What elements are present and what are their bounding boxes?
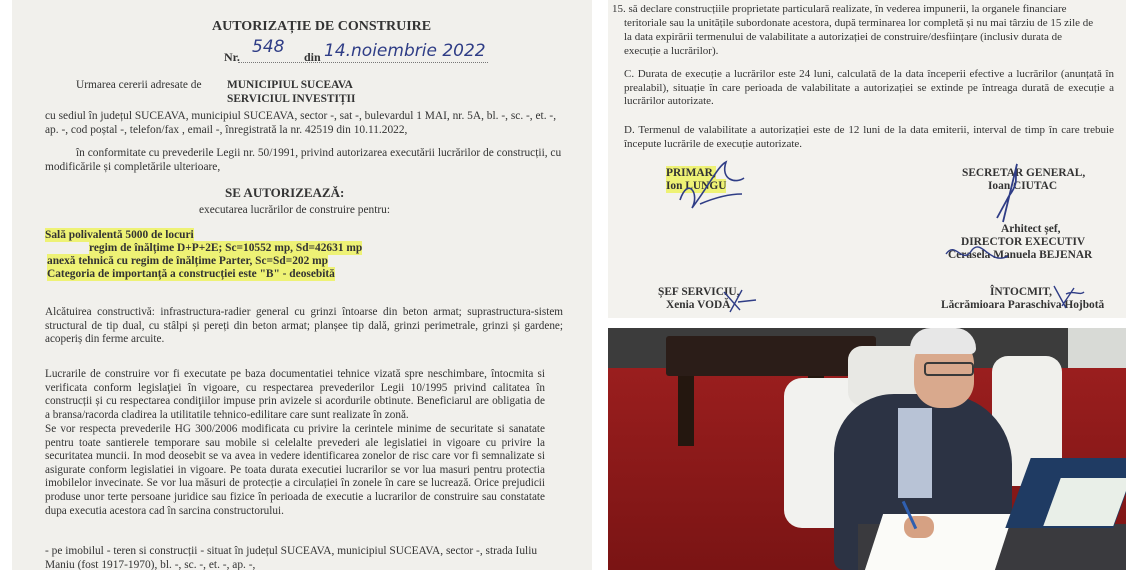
permit-page-right [608, 0, 1126, 318]
architect-title: Arhitect șef, [1001, 223, 1061, 235]
photo-man-shirt [898, 408, 932, 498]
address-line-2: ap. -, cod poștal -, telefon/fax , email -, înregistrată la nr. 42519 din 10.11.2022, [45, 124, 408, 136]
mayor-name: Ion LUNGU [666, 180, 727, 192]
service-chief-title: ȘEF SERVICIU, [658, 286, 740, 298]
number-date-dotline [238, 62, 488, 63]
date-label: din [304, 50, 321, 64]
clause-15-line-3: la data expirării termenului de valabilitate a autorizației de construire/desființare (inclusiv durata de [624, 31, 1062, 43]
secretary-signature [983, 156, 1033, 226]
request-intro: Urmarea cererii adresate de [76, 79, 202, 91]
secretary-name: Ioan CIUTAC [988, 180, 1058, 192]
photo-glasses [924, 362, 974, 376]
service-chief-name: Xenia VODĂ [666, 299, 731, 311]
law-line-2: modificările și completările ulterioare, [45, 161, 221, 173]
permit-number: 548 [252, 37, 285, 57]
photo-hand [904, 516, 934, 538]
prepared-signature [1048, 282, 1088, 312]
project-name: Sală polivalentă 5000 de locuri [45, 229, 194, 241]
applicant-name: MUNICIPIUL SUCEAVA [227, 79, 353, 91]
project-annex: anexă tehnică cu regim de înălțime Parter, Sc=Sd=202 mp [47, 255, 328, 267]
clause-d: D. Termenul de valabilitate a autorizației este de 12 luni de la data emiterii, interval de timp în care trebuie începute lucrările de execuție autorizate. [624, 124, 1114, 150]
secretary-title: SECRETAR GENERAL, [962, 167, 1086, 179]
prepared-title: ÎNTOCMIT, [990, 286, 1052, 298]
law-line-1: în conformitate cu prevederile Legii nr. 50/1991, privind autorizarea executării lucrărilor de construcții, cu [76, 147, 562, 159]
address-line-1: cu sediul în județul SUCEAVA, municipiul SUCEAVA, sector -, sat -, bulevardul 1 MAI, nr. 5A, bl. -, sc. -, et. -, [45, 110, 557, 122]
clause-15-line-4: execuție a lucrărilor). [624, 45, 719, 57]
photo-back-table [666, 336, 876, 376]
safety-paragraph: Se vor respecta prevederile HG 300/2006 modificata cu privire la cerintele minime de securitate si sanatate pentru toate santierele temporare sau mobile si celelalte prevederi ale legislatiei in vigoare cu privire la securitatea muncii. In mod deosebit se va avea in vedere identificarea zonelor de risc care vor fi semnalizate si asigurate conform legislatiei in vigoare. Pe toata durata executiei lucrarilor se vor lua masuri pentru protectia imobilelor invecinate. Se vor lua măsuri de protecție a circulației în zonele în care se lucrează. Orice prejudicii produse unor terte persoane juridice sau fizice în perioada de executie a lucrarilor de construire sau constatate dupa executia acestora cad în sarcina constructorului. [45, 423, 545, 517]
mayor-signature [670, 154, 750, 214]
permit-date: 14.noiembrie 2022 [324, 41, 486, 61]
number-label: Nr. [224, 50, 240, 64]
location-line-2: Maniu (fost 1917-1970), bl. -, sc. -, et. -, ap. -, [45, 559, 256, 570]
permit-page-left [12, 0, 592, 570]
applicant-department: SERVICIUL INVESTIȚII [227, 93, 356, 105]
structure-paragraph: Alcătuirea constructivă: infrastructura-radier general cu grinzi întoarse din beton armat; suprastructura-sistem structural de tip dual, cu stâlpi și pereți din beton armat; planșee tip dală, grinzi perimetrale, grinzi și gardene; acoperiș din ferme arcuite. [45, 306, 563, 346]
photo-table-leg [678, 376, 694, 446]
clause-15-line-1: 15. să declare construcțiile proprietate particulară realizate, în vederea impunerii, la organele financiare [612, 3, 1067, 15]
execution-line: executarea lucrărilor de construire pentru: [199, 204, 391, 216]
project-category: Categoria de importanță a construcției este "B" - deosebită [47, 268, 335, 280]
director-title: DIRECTOR EXECUTIV [961, 236, 1086, 248]
project-height-regime: regim de înălțime D+P+2E; Sc=10552 mp, Sd=42631 mp [89, 242, 363, 254]
prepared-name: Lăcrămioara Paraschiva Hojbotă [941, 299, 1105, 311]
clause-c: C. Durata de execuție a lucrărilor este 24 luni, calculată de la data începerii efective a lucrărilor (anunțată în prealabil), situație în care perioada de valabilitate a autorizației se extinde pe întreaga durată de execuție a lucrărilor autorizate. [624, 68, 1114, 108]
service-chief-signature [720, 286, 760, 314]
director-signature [942, 236, 1012, 272]
mayor-title: PRIMAR, [666, 167, 716, 179]
photo-man-hair [910, 328, 976, 354]
director-name: Cerasela Manuela BEJENAR [948, 249, 1093, 261]
photo-document [865, 514, 1013, 570]
signing-photo [608, 328, 1126, 570]
authorize-heading: SE AUTORIZEAZĂ: [225, 185, 345, 200]
clause-15-line-2: teritoriale sau la unitățile subordonate acestora, după terminarea lor completă și nu mai târziu de 15 zile de [624, 17, 1094, 29]
document-title: AUTORIZAȚIE DE CONSTRUIRE [212, 19, 432, 34]
location-line-1: - pe imobilul - teren si construcții - situat în județul SUCEAVA, municipiul SUCEAVA, sector -, strada Iuliu [45, 545, 538, 557]
works-paragraph: Lucrarile de construire vor fi executate pe baza documentatiei tehnice vizată spre neschimbare, întocmita si verificata conform legislaţiei în vigoare, cu respectarea prevederilor Legii 10/1995 privind calitatea în construcții și cu respectarea condiţiilor impuse prin avizele si acordurile obtinute. Beneficiarul are obligatia de a bransa/racorda cladirea la utilitatile tehnico-edilitare care sunt realizate în zonă. [45, 368, 545, 421]
